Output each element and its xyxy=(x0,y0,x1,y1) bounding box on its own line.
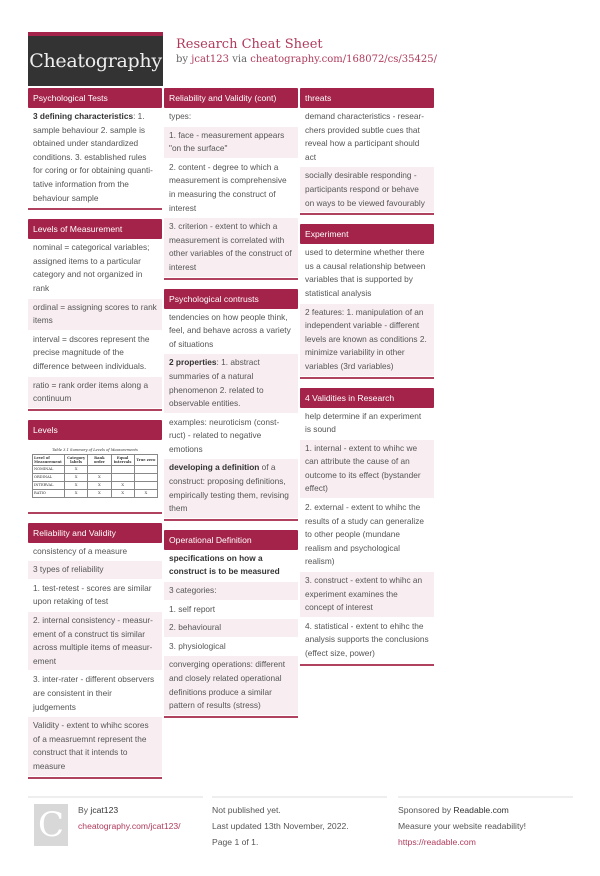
list-item xyxy=(300,440,434,499)
sponsor-link[interactable]: https://readable.com xyxy=(398,837,476,847)
list-item xyxy=(28,299,162,331)
footer-status xyxy=(212,796,387,850)
sheet-url-link[interactable]: cheatography.com/168072/cs/35425/ xyxy=(250,54,437,65)
list-item xyxy=(164,309,298,355)
item-text: tendencies on how people think, feel, and behave across a variety of situations xyxy=(169,311,291,349)
table-cell: NOMINAL xyxy=(33,465,65,473)
via-label: via xyxy=(232,54,248,65)
item-text: consistency of a measure xyxy=(33,545,128,556)
table-cell xyxy=(134,473,157,481)
table-cell xyxy=(134,465,157,473)
item-text: : 1. sample behaviour 2. sample is obtained under standardized conditions. 3. established rules for coring or for obtaining quantitative information from the behaviour sample xyxy=(33,111,153,203)
list-item xyxy=(28,671,162,717)
item-text: ordinal = assigning scores to rank items xyxy=(33,301,157,326)
section-header: Experiment xyxy=(300,224,434,244)
section-header: 4 Validities in Research xyxy=(300,388,434,408)
section-header: Reliability and Validity (cont) xyxy=(164,88,298,108)
item-text: 4. statistical - extent to ehihc the analysis supports the conclusions (effect size, power) xyxy=(305,620,429,658)
item-bold-text: developing a definition xyxy=(169,462,260,473)
item-text: 1. test-retest - scores are similar upon retaking of test xyxy=(33,582,152,607)
section-operational-definition xyxy=(164,530,298,718)
cheatography-logo[interactable]: Cheatography xyxy=(28,32,163,86)
table-cell: ORDINAL xyxy=(33,473,65,481)
list-item xyxy=(28,331,162,377)
footer-author-name: jcat123 xyxy=(90,805,119,815)
table-cell: X xyxy=(65,489,88,497)
table-row xyxy=(33,465,158,473)
table-cell: X xyxy=(65,481,88,489)
table-cell: X xyxy=(111,489,134,497)
sponsored-label: Sponsored by xyxy=(398,805,452,815)
section-levels-of-measurement xyxy=(28,219,162,411)
item-text: : 1. abstract summaries of a natural phenomenon 2. related to observable entities. xyxy=(169,357,264,409)
list-item xyxy=(300,167,434,213)
levels-table xyxy=(32,454,158,498)
column-2 xyxy=(164,88,298,727)
list-item xyxy=(28,717,162,776)
item-bold-text: 3 defining characteristics xyxy=(33,111,134,121)
section-psychological-tests xyxy=(28,88,162,210)
table-header-cell: Level of Measurement xyxy=(33,454,65,465)
table-row xyxy=(33,473,158,481)
table-header-cell: Category labels xyxy=(65,454,88,465)
author-avatar: C xyxy=(34,804,68,846)
section-header: Psychological Tests xyxy=(28,88,162,108)
item-text: examples: neuroticism (construct) - related to negative emotions xyxy=(169,416,280,454)
item-text: 3 categories: xyxy=(169,585,217,596)
publish-status: Not published yet. xyxy=(212,805,281,815)
list-item xyxy=(300,244,434,303)
section-reliability-and-validity-cont xyxy=(164,88,298,280)
list-item xyxy=(28,580,162,612)
item-text: socially desirable responding - participants respond or behave on ways to be viewed favourably xyxy=(305,170,425,208)
by-label: by xyxy=(176,54,189,65)
list-item xyxy=(164,414,298,460)
section-psychological-contrusts xyxy=(164,289,298,521)
section-header: Psychological contrusts xyxy=(164,289,298,309)
footer-author-link[interactable]: cheatography.com/jcat123/ xyxy=(78,821,181,831)
item-text: 2. internal consistency - measurement of a construct tis similar across multiple items of measurement xyxy=(33,615,153,666)
item-bold-text: specifications on how a construct is to be measured xyxy=(169,552,280,577)
list-item xyxy=(164,638,298,657)
item-text: ratio = rank order items along a continuum xyxy=(33,379,149,404)
table-cell: X xyxy=(134,489,157,497)
item-text: of a construct: proposing definitions, empirically testing them, revising them xyxy=(169,462,289,514)
item-text: nominal = categorical variables; assigned items to a particular category and not organized in rank xyxy=(33,242,150,293)
levels-table-figure xyxy=(28,440,162,512)
table-header-cell: Rank order xyxy=(88,454,111,465)
section-header: Operational Definition xyxy=(164,530,298,550)
list-item xyxy=(300,304,434,377)
section-header: threats xyxy=(300,88,434,108)
list-item xyxy=(164,218,298,277)
item-text: 3. physiological xyxy=(169,640,226,651)
list-item xyxy=(28,561,162,580)
item-text: 2. behavioural xyxy=(169,622,222,633)
table-cell: X xyxy=(88,481,111,489)
footer-author xyxy=(28,796,203,845)
list-item xyxy=(164,601,298,620)
item-text: help determine if an experiment is sound xyxy=(305,410,422,435)
item-text: 1. internal - extent to whihc we can attribute the cause of an outcome to its effect (bystander effect) xyxy=(305,442,421,494)
item-text: types: xyxy=(169,111,192,121)
table-cell xyxy=(111,465,134,473)
item-text: 3 types of reliability xyxy=(33,564,104,575)
list-item xyxy=(28,239,162,298)
list-item xyxy=(164,459,298,518)
table-cell: X xyxy=(65,473,88,481)
list-item xyxy=(300,108,434,167)
list-item xyxy=(28,612,162,671)
section-experiment xyxy=(300,224,434,378)
table-cell: X xyxy=(111,481,134,489)
item-text: interval = dscores represent the precise magnitude of the difference between individuals. xyxy=(33,333,150,371)
last-updated: Last updated 13th November, 2022. xyxy=(212,821,349,831)
page-title: Research Cheat Sheet xyxy=(176,37,323,52)
section-threats xyxy=(300,88,434,215)
table-cell xyxy=(88,465,111,473)
list-item xyxy=(164,619,298,638)
column-3 xyxy=(300,88,434,675)
author-link[interactable]: jcat123 xyxy=(191,54,230,65)
table-cell xyxy=(111,473,134,481)
item-text: 2. content - degree to which a measurement is comprehensive in measuring the construct of interest xyxy=(169,161,287,213)
list-item xyxy=(164,550,298,582)
list-item xyxy=(28,377,162,409)
footer-sponsor xyxy=(398,796,573,850)
table-cell: RATIO xyxy=(33,489,65,497)
item-text: 1. face - measurement appears "on the surface" xyxy=(169,129,285,154)
table-cell: X xyxy=(88,473,111,481)
page-number: Page 1 of 1. xyxy=(212,837,259,847)
list-item xyxy=(164,159,298,218)
table-header-cell: True zero xyxy=(134,454,157,465)
list-item xyxy=(300,618,434,664)
sponsor-name: Readable.com xyxy=(453,805,509,815)
section-4-validities-in-research xyxy=(300,388,434,666)
table-cell: X xyxy=(65,465,88,473)
item-text: converging operations: different and closely related operational definitions produce a similar pattern of results (stress) xyxy=(169,659,286,711)
section-header: Levels of Measurement xyxy=(28,219,162,239)
table-cell: X xyxy=(88,489,111,497)
table-cell xyxy=(134,481,157,489)
item-text: 3. inter-rater - different observers are consistent in their judgements xyxy=(33,674,155,712)
list-item xyxy=(164,656,298,715)
item-text: 3. criterion - extent to which a measurement is correlated with other variables of the construct of interest xyxy=(169,221,292,272)
table-cell: INTERVAL xyxy=(33,481,65,489)
item-bold-text: 2 properties xyxy=(169,357,217,368)
section-header: Levels xyxy=(28,420,162,440)
item-text: 2 features: 1. manipulation of an independent variable - different levels are known as conditions 2. minimize variability in other variables (3rd variables) xyxy=(305,306,427,371)
footer-by-label: By xyxy=(78,805,89,815)
section-header: Reliability and Validity xyxy=(28,523,162,543)
table-row xyxy=(33,489,158,497)
list-item xyxy=(300,408,434,440)
list-item xyxy=(300,499,434,572)
item-text: Validity - extent to whihc scores of a measruemnt represent the construct that it intends to measure xyxy=(33,720,149,771)
byline xyxy=(176,54,437,65)
list-item xyxy=(164,354,298,413)
list-item xyxy=(300,572,434,618)
item-text: used to determine whether there us a causal relationship between variables that is supported by statistical analysis xyxy=(305,247,426,298)
list-item xyxy=(28,543,162,562)
item-text: demand characteristics - researchers provided subtle cues that reveal how a participant should act xyxy=(305,111,424,162)
section-reliability-and-validity xyxy=(28,523,162,779)
table-header-cell: Equal intervals xyxy=(111,454,134,465)
sponsor-text: Measure your website readability! xyxy=(398,821,527,831)
item-text: 1. self report xyxy=(169,603,216,614)
list-item xyxy=(28,108,162,208)
item-text: 2. external - extent to whihc the results of a study can generalize to other people (mundane realism and psychological realism) xyxy=(305,502,424,567)
item-text: 3. construct - extent to whihc an experiment examines the concept of interest xyxy=(305,575,423,613)
list-item xyxy=(164,582,298,601)
list-item xyxy=(164,127,298,159)
column-1 xyxy=(28,88,162,788)
section-levels xyxy=(28,420,162,514)
list-item xyxy=(164,108,298,127)
table-row xyxy=(33,481,158,489)
table-caption: Table 3.1 Summary of Levels of Measurements xyxy=(52,447,138,452)
